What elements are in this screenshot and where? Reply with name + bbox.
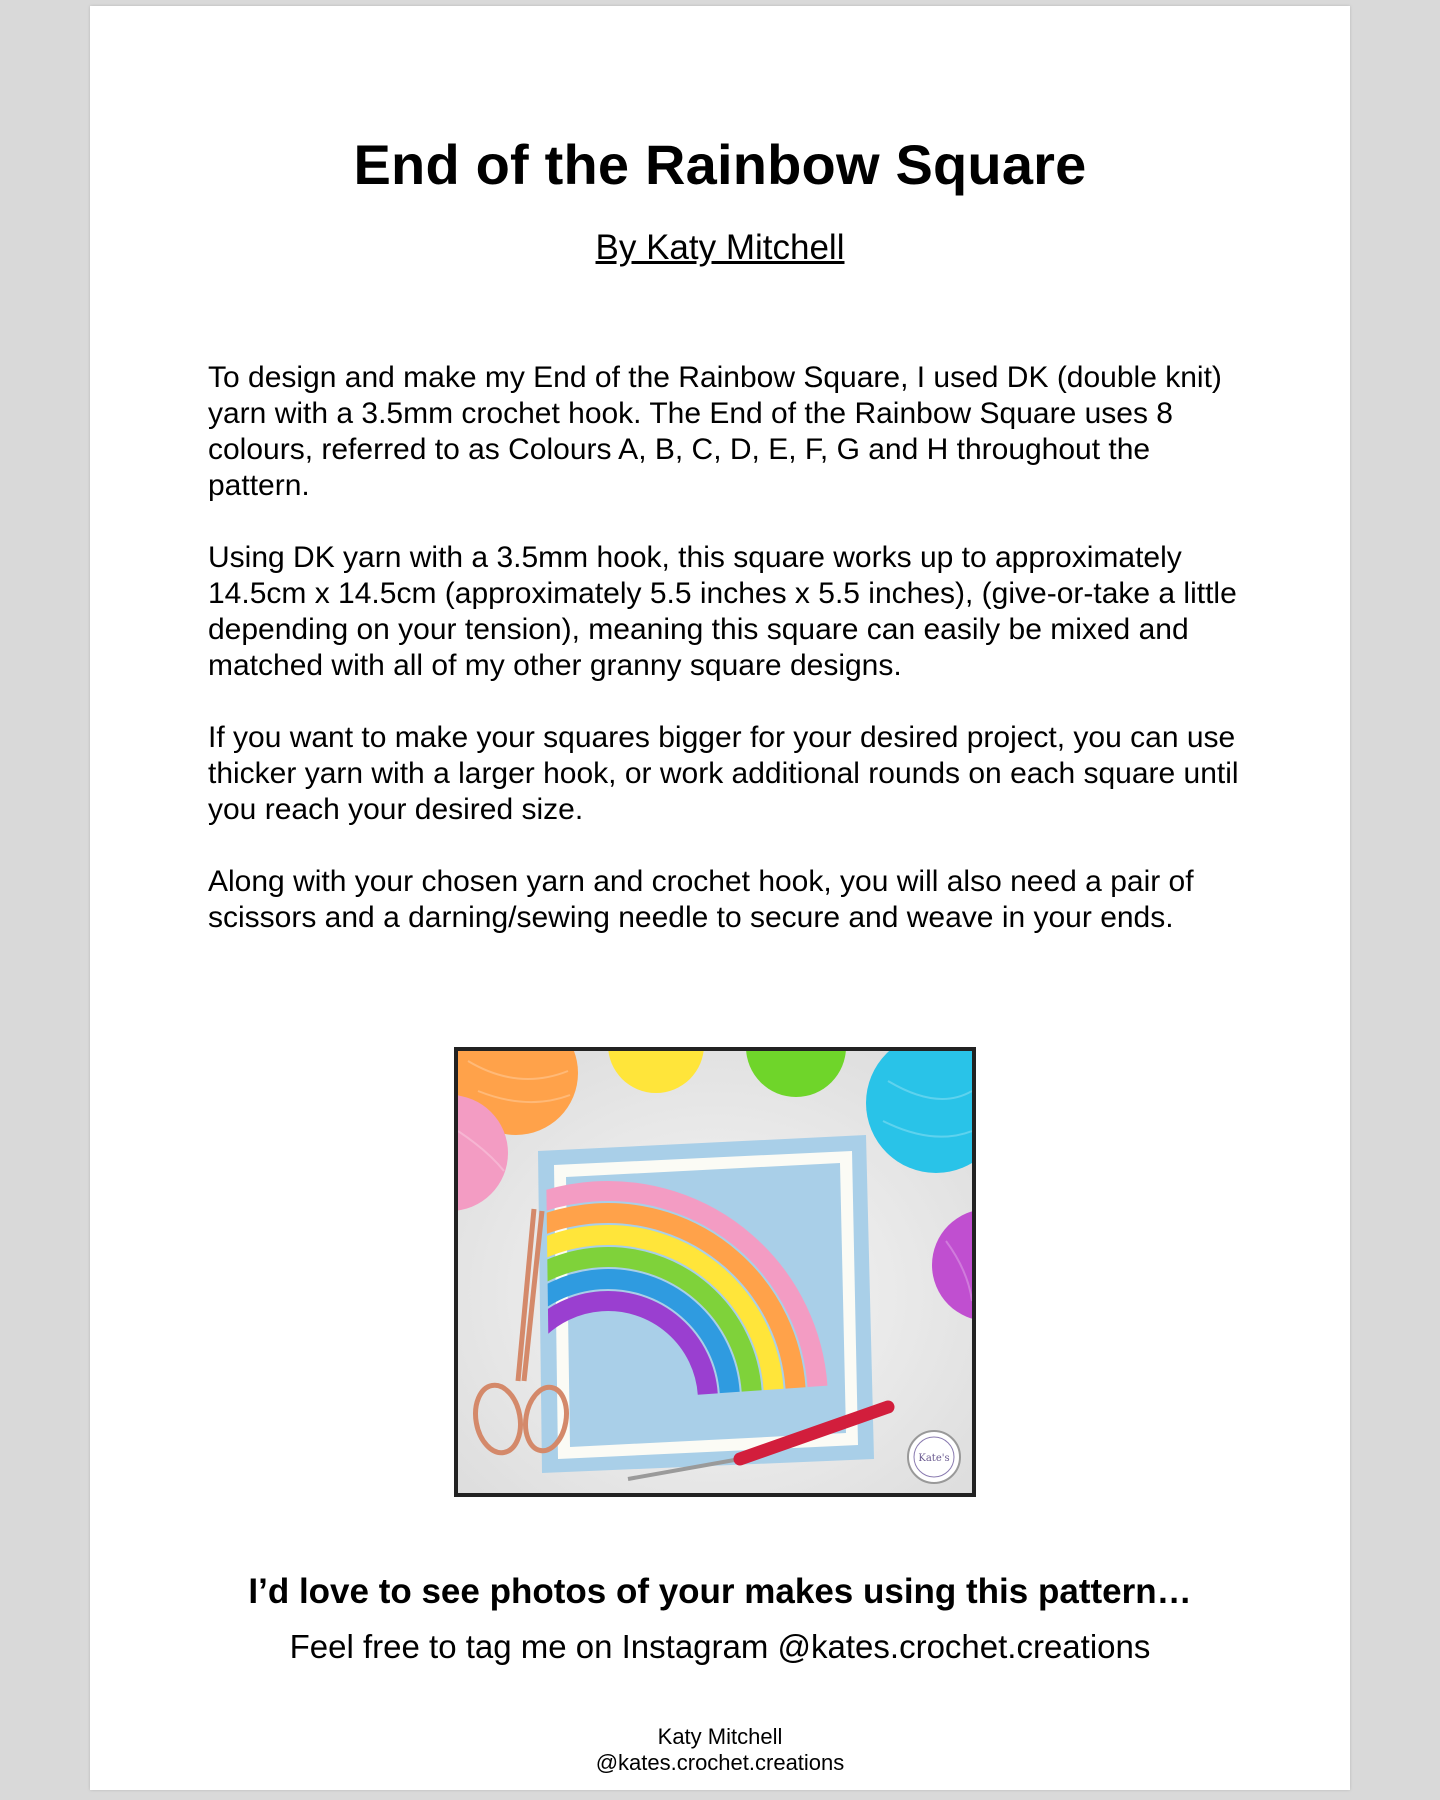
brand-logo [908, 1431, 960, 1483]
svg-text:Kate's: Kate's [918, 1453, 950, 1464]
footer-handle: @kates.crochet.creations [595, 1750, 845, 1775]
paragraph-yarn-hook: To design and make my End of the Rainbow Square, I used DK (double knit) yarn with a 3.5mm crochet hook. The End of the Rainbow Square uses 8 colours, referred to as Colours A, B, C, D, E, F, G and H throughout the pattern. [208, 361, 1222, 502]
square-photo [454, 1047, 976, 1497]
intro-text [208, 360, 1248, 972]
paragraph-tools: Along with your chosen yarn and crochet hook, you will also need a pair of scissors and a darning/sewing needle to secure and weave in your ends. [208, 865, 1194, 934]
footer [90, 1724, 1350, 1776]
call-to-action: I’d love to see photos of your makes using this pattern… [248, 1572, 1192, 1611]
document-page [90, 6, 1350, 1790]
paragraph-bigger-squares: If you want to make your squares bigger for your desired project, you can use thicker yarn with a larger hook, or work additional rounds on each square until you reach your desired size. [208, 721, 1239, 826]
instagram-tag-text: Feel free to tag me on Instagram @kates.crochet.creations [289, 1628, 1151, 1665]
paragraph-size: Using DK yarn with a 3.5mm hook, this square works up to approximately 14.5cm x 14.5cm (approximately 5.5 inches x 5.5 inches), (give-or-take a little depending on your tension), meaning this square can easily be mixed and matched with all of my other granny square designs. [208, 541, 1237, 682]
document-title: End of the Rainbow Square [353, 133, 1087, 196]
footer-name: Katy Mitchell [657, 1724, 783, 1749]
author-byline: By Katy Mitchell [595, 228, 845, 267]
crochet-square-illustration [458, 1051, 972, 1493]
